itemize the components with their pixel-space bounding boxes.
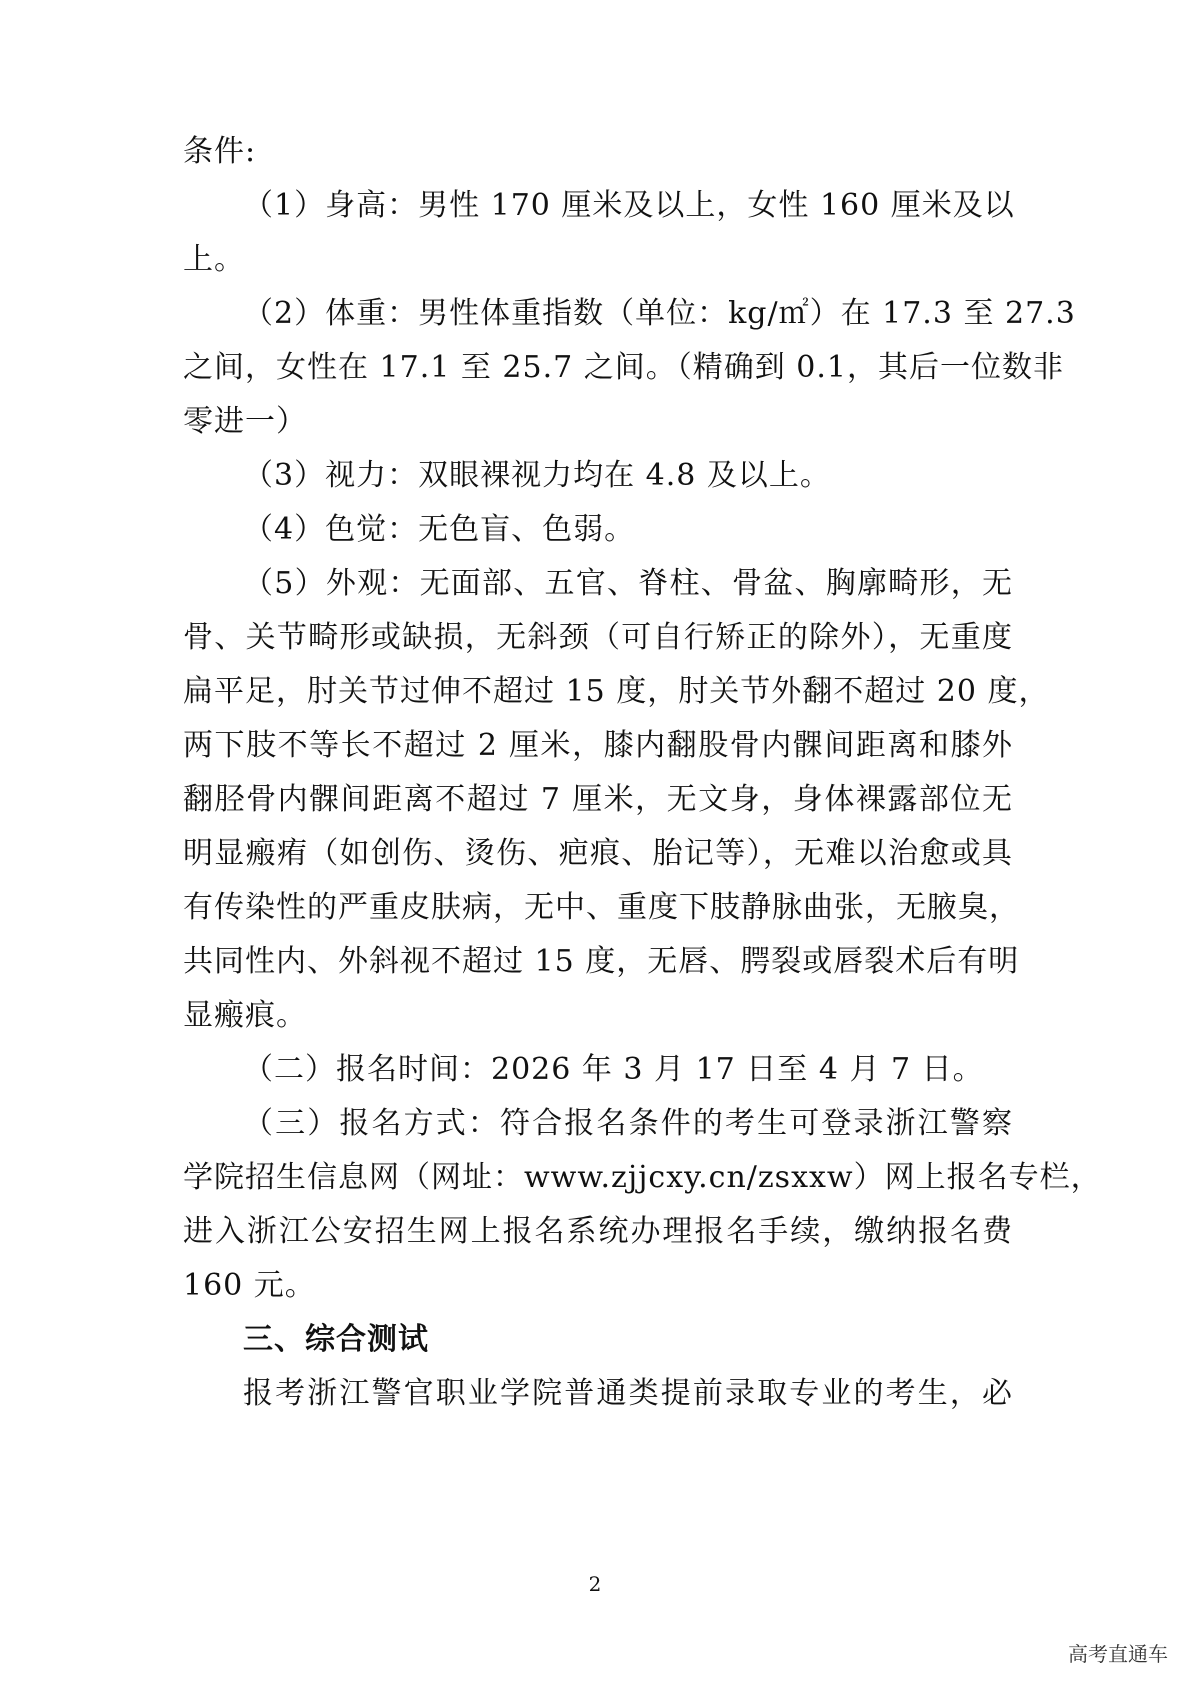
text-line: （三）报名方式：符合报名条件的考生可登录浙江警察 xyxy=(243,1106,1013,1141)
text-line: 160 元。 xyxy=(183,1268,316,1303)
text-line: 报考浙江警官职业学院普通类提前录取专业的考生，必 xyxy=(243,1376,1013,1411)
page-number: 2 xyxy=(588,1572,602,1596)
text-line: 之间，女性在 17.1 至 25.7 之间。（精确到 0.1，其后一位数非 xyxy=(183,350,1064,385)
text-line: 翻胫骨内髁间距离不超过 7 厘米，无文身，身体裸露部位无 xyxy=(183,782,1013,817)
text-line: 进入浙江公安招生网上报名系统办理报名手续，缴纳报名费 xyxy=(183,1214,1013,1249)
text-line: 两下肢不等长不超过 2 厘米，膝内翻股骨内髁间距离和膝外 xyxy=(183,728,1013,763)
text-line: 条件: xyxy=(183,134,257,169)
watermark: 高考直通车 xyxy=(1068,1642,1168,1666)
section-heading: 三、综合测试 xyxy=(243,1322,429,1357)
text-line: （2）体重：男性体重指数（单位：kg/㎡）在 17.3 至 27.3 xyxy=(243,296,1076,331)
text-line: 零进一） xyxy=(183,404,307,439)
text-line: 有传染性的严重皮肤病，无中、重度下肢静脉曲张，无腋臭， xyxy=(183,890,1020,925)
text-line: 共同性内、外斜视不超过 15 度，无唇、腭裂或唇裂术后有明 xyxy=(183,944,1020,979)
text-line: 明显瘢痏（如创伤、烫伤、疤痕、胎记等），无难以治愈或具 xyxy=(183,836,1013,871)
text-line: 上。 xyxy=(183,242,245,277)
text-line: （5）外观：无面部、五官、脊柱、骨盆、胸廓畸形，无 xyxy=(243,566,1013,601)
text-line: 学院招生信息网（网址：www.zjjcxy.cn/zsxxw）网上报名专栏， xyxy=(183,1160,1102,1195)
text-line: 扁平足，肘关节过伸不超过 15 度，肘关节外翻不超过 20 度， xyxy=(183,674,1050,709)
text-line: 显瘢痕。 xyxy=(183,998,307,1033)
text-line: （1）身高：男性 170 厘米及以上，女性 160 厘米及以 xyxy=(243,188,1015,223)
text-line: 骨、关节畸形或缺损，无斜颈（可自行矫正的除外），无重度 xyxy=(183,620,1013,655)
text-line: （3）视力：双眼裸视力均在 4.8 及以上。 xyxy=(243,458,831,493)
text-line: （4）色觉：无色盲、色弱。 xyxy=(243,512,636,547)
text-line: （二）报名时间：2026 年 3 月 17 日至 4 月 7 日。 xyxy=(243,1052,984,1087)
